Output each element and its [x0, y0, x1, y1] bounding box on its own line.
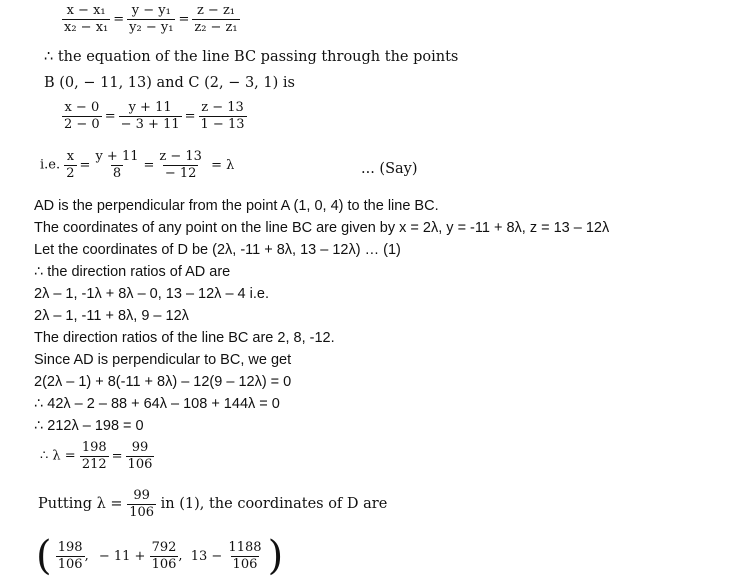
ie-equation: i.e. $\frac{x}{2}$ = $\frac{y + 11}{8}$ = $\frac{z - 13}{- 12}$ = λ	[40, 149, 235, 181]
denominator: 106	[151, 556, 177, 572]
denominator: 8	[112, 165, 122, 181]
fraction	[150, 541, 179, 571]
numerator: x	[66, 149, 75, 164]
lambda-equation: ∴ λ = $\frac{198}{212}$ = $\frac{99}{106}$	[40, 440, 153, 472]
fraction	[93, 150, 140, 180]
lambda-rhs: = λ	[211, 157, 235, 173]
numerator: x − 0	[64, 100, 100, 115]
lambda-prefix: ∴ λ =	[40, 448, 76, 464]
numerator: z − z₁	[196, 3, 236, 18]
numerator: 198	[57, 539, 83, 555]
comma: ,	[178, 548, 183, 564]
body-line: Let the coordinates of D be (2λ, -11 + 8λ, 13 – 12λ) … (1)	[34, 242, 401, 258]
numerator: 198	[81, 440, 107, 455]
say-label: ... (Say)	[361, 161, 418, 177]
fraction	[127, 4, 175, 34]
body-line: ∴ the direction ratios of AD are	[34, 264, 231, 280]
last-prefix: 13 −	[190, 548, 223, 564]
fraction	[127, 489, 156, 519]
coordinates-d	[36, 533, 284, 579]
fraction	[119, 101, 182, 131]
fraction	[199, 101, 247, 131]
denominator: 2	[66, 165, 75, 181]
denominator: 106	[232, 556, 258, 572]
denominator: 106	[57, 556, 83, 572]
denominator: y₂ − y₁	[129, 19, 174, 35]
putting-after: in (1), the coordinates of D are	[160, 496, 388, 513]
body-line: The direction ratios of the line BC are 2, 8, -12.	[34, 330, 335, 346]
body-line: Since AD is perpendicular to BC, we get	[34, 352, 292, 368]
body-line: 2(2λ – 1) + 8(-11 + 8λ) – 12(9 – 12λ) = 0	[34, 374, 292, 390]
therefore-line-text: ∴ the equation of the line BC passing through the points	[44, 49, 459, 65]
fraction	[126, 441, 155, 471]
numerator: y − y₁	[131, 3, 171, 18]
fraction	[226, 541, 263, 571]
numerator: y + 11	[128, 100, 172, 115]
denominator: x₂ − x₁	[64, 19, 109, 35]
numerator: z − 13	[201, 100, 244, 115]
bc-line-equation: $\frac{x - 0}{2 - 0}$ = $\frac{y + 11}{- 3 + 11}$ = $\frac{z - 13}{1 - 13}$	[64, 100, 245, 132]
ie-prefix: i.e.	[40, 157, 61, 173]
left-paren: (	[36, 533, 52, 579]
right-paren: )	[267, 533, 284, 579]
mid-prefix: − 11 +	[98, 548, 146, 564]
denominator: 212	[81, 456, 107, 472]
body-line: 2λ – 1, -1λ + 8λ – 0, 13 – 12λ – 4 i.e.	[34, 286, 269, 302]
comma: ,	[84, 548, 89, 564]
denominator: z₂ − z₁	[194, 19, 238, 35]
numerator: z − 13	[159, 149, 202, 164]
body-line: ∴ 212λ – 198 = 0	[34, 418, 144, 434]
denominator: − 3 + 11	[120, 116, 180, 132]
points-text: B (0, − 11, 13) and C (2, − 3, 1) is	[44, 75, 295, 91]
general-line-equation: $\frac{\text{x − x₁}}{\text{x₂ − x₁}}$ = $\frac{\text{y − y₁}}{\text{y₂ − y₁}}$ = $\frac{\text{z − z₁}}{\text{z₂ − z₁}}$	[64, 3, 238, 35]
fraction	[56, 541, 85, 571]
denominator: 1 − 13	[200, 116, 245, 132]
denominator: 2 − 0	[64, 116, 100, 132]
fraction	[64, 150, 76, 180]
fraction	[62, 4, 110, 34]
numerator: 99	[133, 488, 150, 503]
denominator: 106	[127, 456, 153, 472]
putting-before: Putting λ =	[38, 496, 123, 513]
denominator: − 12	[164, 165, 197, 181]
fraction	[80, 441, 109, 471]
body-line: AD is the perpendicular from the point A (1, 0, 4) to the line BC.	[34, 198, 439, 214]
fraction	[192, 4, 239, 34]
body-line: The coordinates of any point on the line BC are given by x = 2λ, y = -11 + 8λ, z = 13 – 12λ	[34, 220, 610, 236]
numerator: x − x₁	[66, 3, 106, 18]
body-line: ∴ 42λ – 2 – 88 + 64λ – 108 + 144λ = 0	[34, 396, 280, 412]
numerator: 99	[131, 440, 149, 455]
body-line: 2λ – 1, -11 + 8λ, 9 – 12λ	[34, 308, 189, 324]
fraction	[157, 150, 204, 180]
fraction	[62, 101, 102, 131]
numerator: 792	[151, 539, 177, 555]
denominator: 106	[129, 504, 155, 520]
numerator: y + 11	[95, 149, 139, 164]
numerator: 1188	[228, 539, 262, 555]
putting-line	[38, 489, 387, 519]
